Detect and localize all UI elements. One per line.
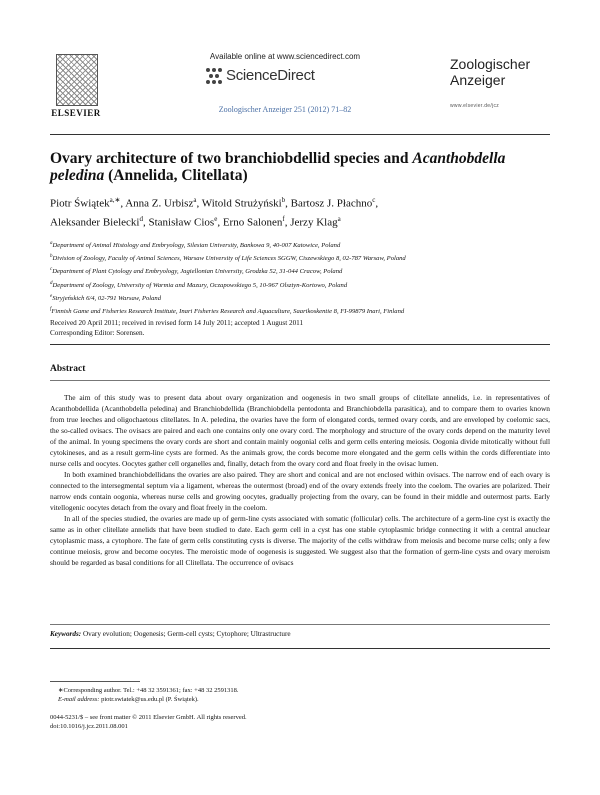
affiliation-item: $^d$Department of Zoology, University of Warmia and Mazury, Oczapowskiego 5, 10-967 Olsztyn-Kortowo, Poland (50, 280, 348, 289)
article-title: Ovary architecture of two branchiobdellid species and Acanthobdella peledina (Annelida, Clitellata) (50, 150, 506, 184)
author-list: Piotr Świątek$^{a,∗}$, Anna Z. Urbisz$^a$, Witold Strużyński$^b$, Bartosz J. Płachno$^c$, Aleksander Bielecki$^d$, Stanisław Cios$^e$, Erno Salonen$^f$, Jerzy Klag$^a$ (50, 196, 379, 229)
journal-logo (450, 56, 550, 114)
affiliation-list (50, 238, 550, 317)
article-history (50, 318, 550, 338)
corresponding-editor: Corresponding Editor: Sorensen. (50, 329, 145, 337)
journal-name-line2: Anzeiger (450, 72, 506, 88)
elsevier-logo (50, 54, 102, 124)
publisher-name: ELSEVIER (51, 108, 101, 118)
sciencedirect-dots-icon (206, 68, 222, 84)
header-divider (50, 134, 550, 135)
copyright-line: 0044-5231/$ – see front matter © 2011 Elsevier GmbH. All rights reserved. (50, 714, 247, 721)
abstract-body (50, 392, 550, 568)
sciencedirect-logo[interactable] (170, 67, 400, 85)
abstract-paragraph: In all of the species studied, the ovaries are made up of germ-line cysts associated with somatic (follicular) cells. The architecture of a germ-line cyst is exactly the same as in other clitellate annelids that have been studied to date. Each germ cell in a cyst has one stable cytoplasmic bridge connecting it with a central anuclear cytoplasmic mass, a cytophore. The fate of germ cells constituting cysts is diverse. The majority of the cells withdraw from meiosis and become nurse cells; only a few continue meiosis, grow and become oocytes. The meroistic mode of oogenesis is suggested. We suggest also that the formation of germ-line cysts and ovary meroism should be regarded as basal conditions for all Clitellata. The occurrence of ovisacs (50, 514, 550, 567)
available-online-text: Available online at www.sciencedirect.com (209, 52, 361, 61)
journal-header (50, 40, 550, 130)
email-label: E-mail address: (58, 696, 100, 703)
abstract-paragraph: In both examined branchiobdellidans the ovaries are also paired. They are short and conical and are not enclosed within ovisacs. The narrow end of each ovary is connected to the intersegmental septum via a ligament, whereas the outermost (broad) end of the ovary extends freely into the coelom. The ovaries are polarized. Their narrow ends contain oogonia, whereas nurse cells and growing oocytes, gradually projecting from the ovary, can be found in their middle and outermost parts. Early vitellogenic oocytes detach from the ovary and float freely in the coelom. (50, 470, 550, 512)
keywords-divider (50, 624, 550, 625)
copyright-block (50, 713, 550, 731)
abstract-divider (50, 380, 550, 381)
keywords-label: Keywords: (50, 630, 82, 638)
sciencedirect-wordmark: ScienceDirect (226, 67, 315, 84)
affiliation-item: $^f$Finnish Game and Fisheries Research Institute, Inari Fisheries Research and Aquaculture, Saarikoskentie 8, FI-99879 Inari, Finland (50, 306, 405, 316)
keywords (50, 630, 550, 638)
abstract-heading: Abstract (50, 364, 86, 374)
email-link[interactable]: piotr.swiatek@us.edu.pl (P. Świątek). (101, 696, 199, 703)
journal-citation-link[interactable]: Zoologischer Anzeiger 251 (2012) 71–82 (218, 105, 352, 114)
journal-name-line1: Zoologischer (450, 56, 531, 72)
history-divider (50, 344, 550, 345)
corresponding-contact: ∗Corresponding author. Tel.: +48 32 3591361; fax: +48 32 2591318. (58, 687, 239, 694)
keywords-bottom-divider (50, 648, 550, 649)
footnote-rule (50, 681, 140, 682)
keywords-text: Ovary evolution; Oogenesis; Germ-cell cysts; Cytophore; Ultrastructure (82, 630, 291, 638)
elsevier-tree-icon (56, 54, 98, 106)
corresponding-author-footnote (50, 686, 558, 704)
abstract-paragraph: The aim of this study was to present data about ovary organization and oogenesis in two small groups of clitellate annelids, i.e. in representatives of Acanthobdellida (Acanthobdella peledina) and Branchiobdellida (Branchiobdella pentodonta and Branchiobdella parasitica), and to compare them to ovaries known from true leeches and oligochaetous clitellates. In A. peledina, the ovaries have the form of elongated cords, termed ovary cords, and are enveloped by coelomic sacs, the so-called ovisacs. The ovisacs are paired and each one contains only one ovary cord. The morphology and structure of the ovary cords depend on the maturity level of the animal. In young specimens the ovary cords are short and contain mainly oogonial cells and germ cells entering meiosis. Oogonia divide mitotically without full cytokineses, and as a result germ-line cysts are formed. As the animals grow, the cords become more elongated and the germ cells within the cords differentiate into nurse cells and oocytes. Oocytes gather cell organelles and, finally, detach from the ovary cord and float freely in the ovisac lumen. (50, 393, 550, 468)
affiliation-item: $^a$Department of Animal Histology and Embryology, Silesian University, Bankowa 9, 40-007 Katowice, Poland (50, 241, 341, 250)
affiliation-item: $^c$Department of Plant Cytology and Embryology, Jagiellonian University, Grodzka 52, 31-044 Cracow, Poland (50, 267, 343, 276)
doi-link[interactable]: doi:10.1016/j.jcz.2011.08.001 (50, 723, 128, 730)
received-dates: Received 20 April 2011; received in revised form 14 July 2011; accepted 1 August 2011 (50, 319, 304, 327)
affiliation-item: $^b$Division of Zoology, Faculty of Animal Sciences, Warsaw University of Life Sciences SGGW, Ciszewskiego 8, 02-787 Warsaw, Poland (50, 254, 406, 263)
journal-url[interactable]: www.elsevier.de/jcz (450, 103, 500, 109)
affiliation-item: $^e$Stryjeńskich 6/4, 02-791 Warsaw, Poland (50, 293, 162, 302)
sciencedirect-block (170, 52, 400, 114)
